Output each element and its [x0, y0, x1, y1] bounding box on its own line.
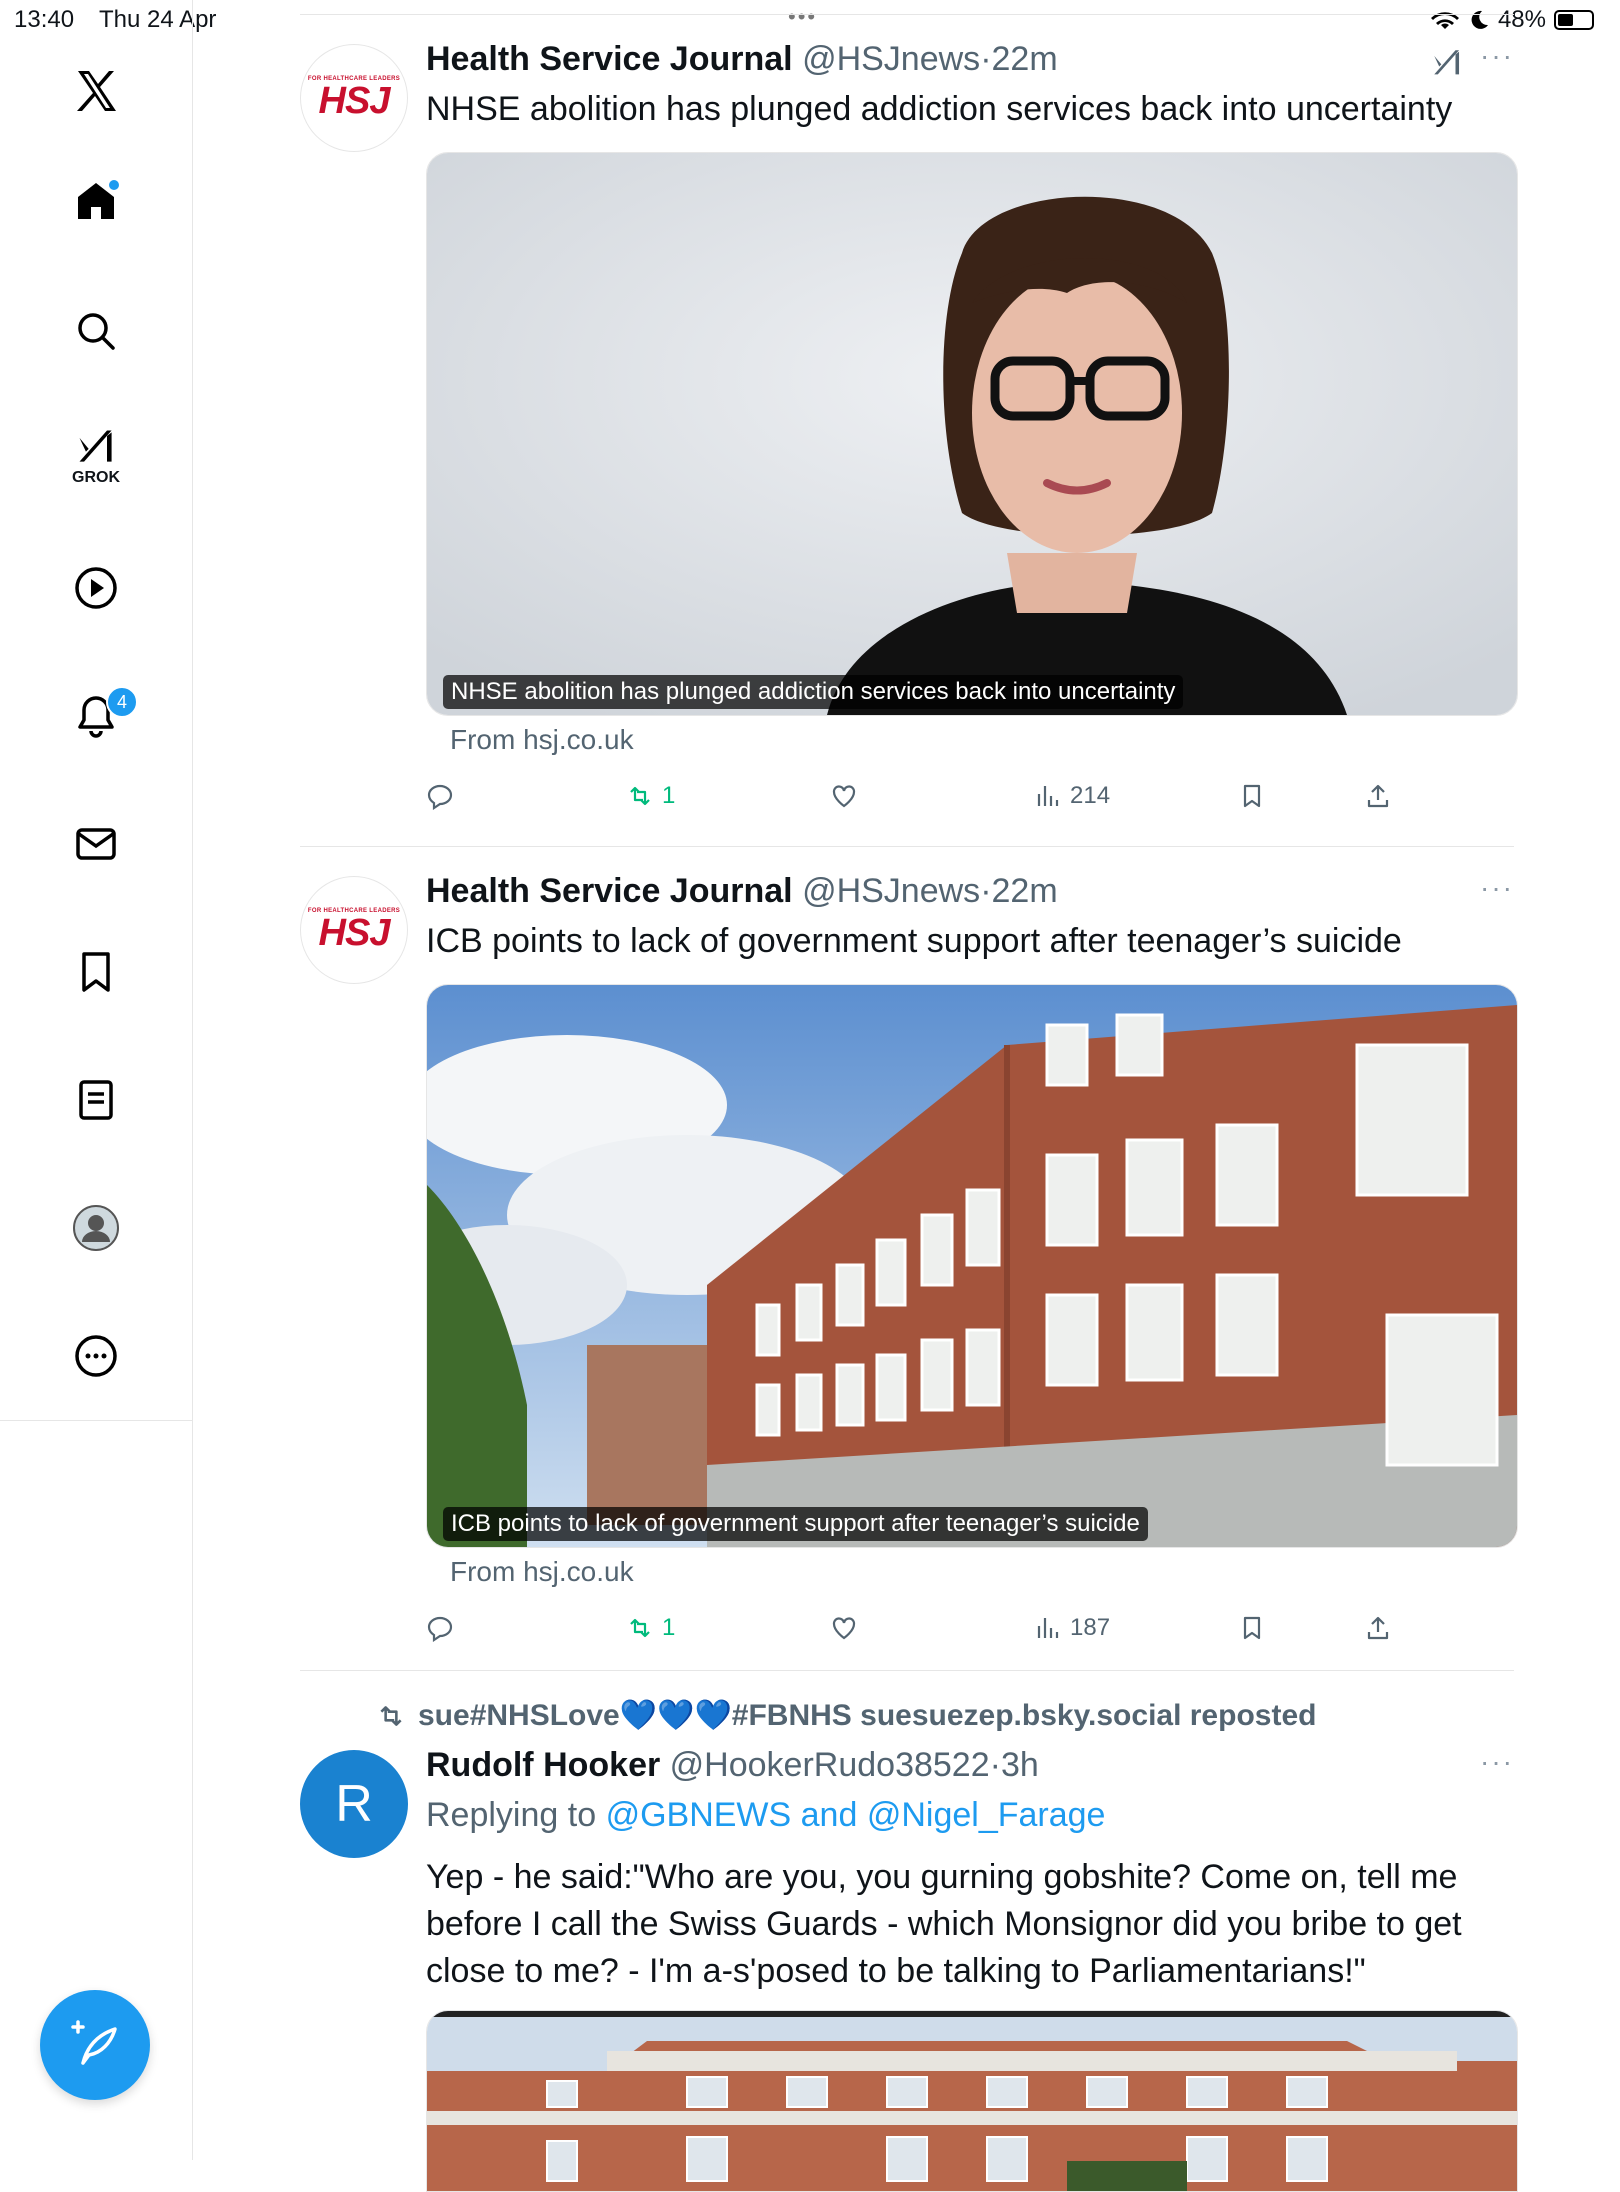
post-more-button[interactable]: ···: [1480, 1746, 1514, 1777]
post-text: NHSE abolition has plunged addiction services back into uncertainty: [426, 90, 1453, 128]
building-photo: [427, 985, 1517, 1547]
grok-explain-icon[interactable]: [1430, 44, 1464, 82]
author-name[interactable]: Rudolf Hooker: [426, 1746, 661, 1784]
sidebar-divider: [0, 1420, 192, 1421]
bookmark-icon: [72, 948, 120, 996]
status-date: Thu 24 Apr: [99, 6, 217, 33]
share-button[interactable]: [1364, 782, 1392, 810]
portrait-photo: [427, 153, 1517, 715]
home-icon: [72, 177, 120, 225]
media-caption: ICB points to lack of government support after teenager’s suicide: [443, 1507, 1148, 1541]
post-text: ICB points to lack of government support after teenager’s suicide: [426, 922, 1402, 960]
like-button[interactable]: [830, 1614, 866, 1642]
media-caption: NHSE abolition has plunged addiction services back into uncertainty: [443, 675, 1183, 709]
avatar-logo-text: HSJ: [318, 80, 390, 122]
apartment-photo: [427, 2011, 1517, 2191]
sidebar: [0, 0, 193, 2160]
reply-icon: [426, 782, 454, 810]
x-logo-icon: [72, 67, 120, 115]
sidebar-item-profile[interactable]: [60, 1192, 132, 1264]
play-icon: [72, 564, 120, 612]
list-icon: [72, 1076, 120, 1124]
reply-button[interactable]: [426, 782, 462, 810]
notifications-badge: 4: [106, 686, 138, 718]
post-time[interactable]: 22m: [991, 872, 1058, 910]
avatar-initial: R: [335, 1775, 373, 1833]
reply-button[interactable]: [426, 1614, 462, 1642]
search-icon: [72, 307, 120, 355]
heart-icon: [830, 1614, 858, 1642]
grok-icon: [74, 425, 118, 469]
views-button[interactable]: [1034, 782, 1110, 810]
post-divider: [300, 846, 1514, 847]
like-button[interactable]: [830, 782, 866, 810]
sidebar-item-lists[interactable]: [60, 1064, 132, 1136]
views-button[interactable]: [1034, 1614, 1110, 1642]
wifi-icon: [1430, 8, 1460, 32]
repost-count: 1: [662, 782, 676, 809]
post-header: [426, 1746, 1039, 1785]
post-actions: [426, 1614, 1514, 1654]
sidebar-item-grok[interactable]: [60, 420, 132, 492]
post-media-image[interactable]: [426, 2010, 1518, 2192]
post-text: Yep - he said:"Who are you, you gurning gobshite? Come on, tell me before I call the Swiss Guards - which Monsignor did you bribe to get close to me? - I'm a-s'posed to be talking to Parliamentarians!": [426, 1858, 1462, 1990]
author-handle[interactable]: @HookerRudo38522: [669, 1746, 990, 1784]
post-media-card[interactable]: [426, 152, 1518, 716]
compose-feather-icon: [67, 2017, 123, 2073]
post-1[interactable]: [300, 40, 1514, 840]
share-icon: [1364, 782, 1392, 810]
views-chart-icon: [1034, 1614, 1062, 1642]
status-bar: [0, 0, 1620, 40]
share-icon: [1364, 1614, 1392, 1642]
repost-count: 1: [662, 1614, 676, 1641]
avatar-logo-text: HSJ: [318, 912, 390, 954]
repost-button[interactable]: [626, 782, 675, 810]
replying-to: [426, 1796, 1105, 1835]
author-avatar[interactable]: [300, 44, 408, 152]
post-time[interactable]: 3h: [1000, 1746, 1039, 1784]
more-circle-icon: [72, 1332, 120, 1380]
post-header: [426, 872, 1058, 911]
post-actions: [426, 782, 1514, 822]
reply-icon: [426, 1614, 454, 1642]
replying-prefix: Replying to: [426, 1796, 597, 1834]
repost-button[interactable]: [626, 1614, 675, 1642]
battery-icon: [1554, 10, 1594, 30]
view-count: 214: [1070, 782, 1111, 809]
repost-icon: [626, 782, 654, 810]
repost-small-icon: [376, 1701, 406, 1731]
avatar-tagline: FOR HEALTHCARE LEADERS: [307, 908, 401, 914]
sidebar-item-video[interactable]: [60, 552, 132, 624]
bookmark-button[interactable]: [1238, 1614, 1266, 1642]
grok-label: GROK: [72, 469, 120, 486]
multitask-dots[interactable]: •••: [788, 4, 818, 29]
meta-separator: ·: [980, 40, 992, 78]
moon-icon: [1468, 9, 1490, 31]
meta-separator: ·: [989, 1746, 1001, 1784]
post-media-card[interactable]: [426, 984, 1518, 1548]
x-logo[interactable]: [60, 55, 132, 127]
share-button[interactable]: [1364, 1614, 1392, 1642]
author-name[interactable]: Health Service Journal: [426, 40, 793, 78]
meta-separator: ·: [980, 872, 992, 910]
author-handle[interactable]: @HSJnews: [802, 872, 981, 910]
bookmark-button[interactable]: [1238, 782, 1266, 810]
link-source[interactable]: From hsj.co.uk: [450, 724, 634, 755]
view-count: 187: [1070, 1614, 1111, 1641]
post-time[interactable]: 22m: [991, 40, 1058, 78]
compose-button[interactable]: [40, 1990, 150, 2100]
views-chart-icon: [1034, 782, 1062, 810]
author-avatar[interactable]: [300, 1750, 408, 1858]
sidebar-item-search[interactable]: [60, 295, 132, 367]
avatar-tagline: FOR HEALTHCARE LEADERS: [307, 76, 401, 82]
sidebar-item-more[interactable]: [60, 1320, 132, 1392]
post-2[interactable]: [300, 872, 1514, 1672]
bookmark-outline-icon: [1238, 1614, 1266, 1642]
bookmark-outline-icon: [1238, 782, 1266, 810]
post-header: [426, 40, 1058, 79]
status-icons: [1430, 6, 1594, 34]
sidebar-item-bookmarks[interactable]: [60, 936, 132, 1008]
post-more-button[interactable]: ···: [1480, 872, 1514, 903]
author-avatar[interactable]: [300, 876, 408, 984]
mail-icon: [72, 820, 120, 868]
heart-icon: [830, 782, 858, 810]
post-more-button[interactable]: ···: [1480, 40, 1514, 71]
repost-icon: [626, 1614, 654, 1642]
sidebar-item-home[interactable]: [60, 165, 132, 237]
author-name[interactable]: Health Service Journal: [426, 872, 793, 910]
replying-to-link[interactable]: @GBNEWS and @Nigel_Farage: [605, 1796, 1106, 1834]
post-3[interactable]: [300, 1694, 1514, 2160]
reposted-by-label: sue#NHSLove💙💙💙#FBNHS suesuezep.bsky.social reposted: [418, 1699, 1317, 1732]
link-source[interactable]: From hsj.co.uk: [450, 1556, 634, 1587]
status-time: 13:40: [14, 6, 75, 33]
battery-percent: 48%: [1497, 6, 1546, 33]
profile-avatar-icon: [72, 1204, 120, 1252]
feed-top-divider: [300, 14, 1514, 15]
sidebar-item-messages[interactable]: [60, 808, 132, 880]
post-divider: [300, 1670, 1514, 1671]
reposted-by[interactable]: [376, 1698, 1316, 1733]
author-handle[interactable]: @HSJnews: [802, 40, 981, 78]
